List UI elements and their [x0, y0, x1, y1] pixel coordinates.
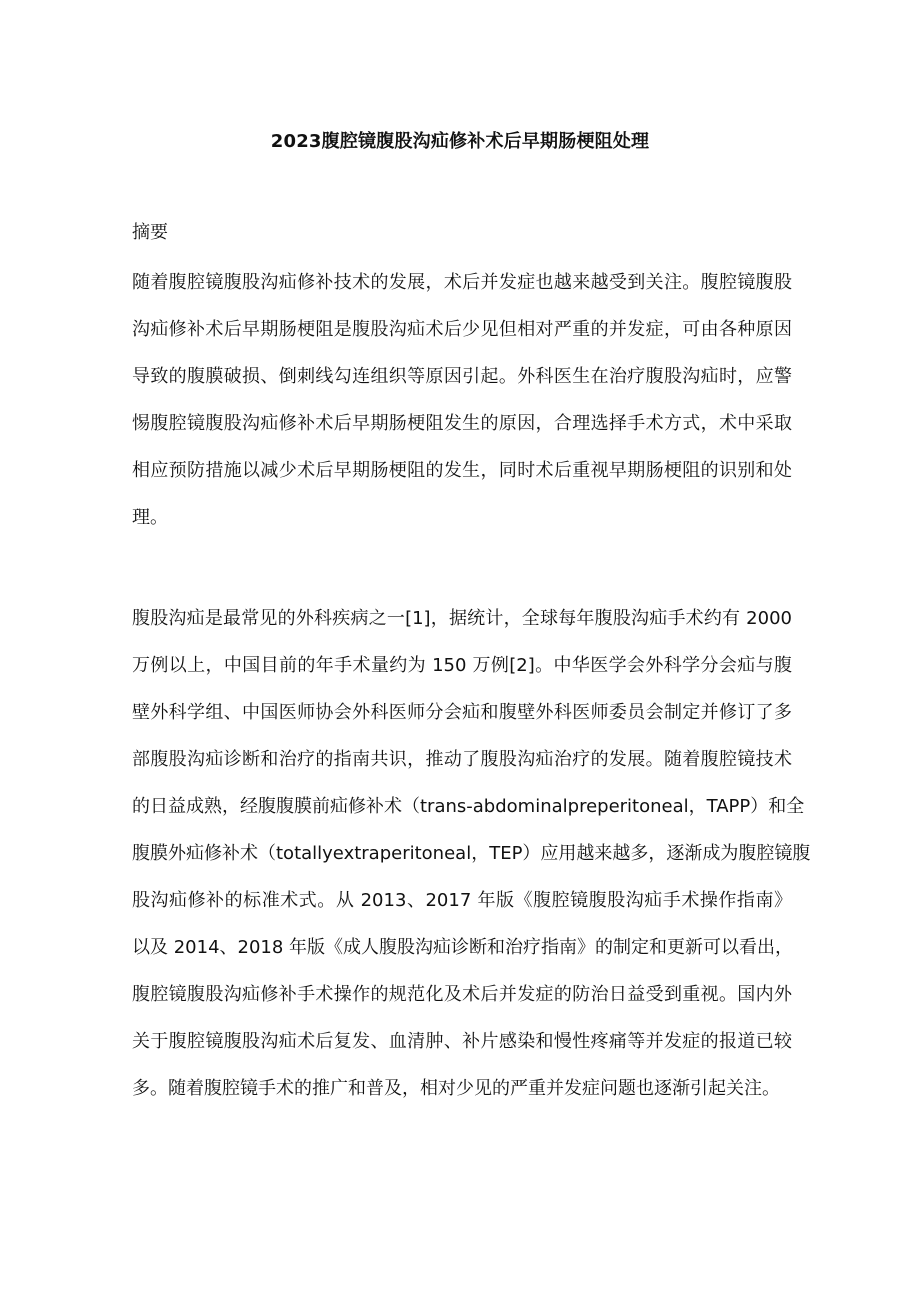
- intro-line: 腹股沟疝是最常见的外科疾病之一[1]，据统计，全球每年腹股沟疝手术约有 2000: [132, 608, 792, 629]
- intro-line: 以及 2014、2018 年版《成人腹股沟疝诊断和治疗指南》的制定和更新可以看出，: [132, 937, 794, 958]
- intro-paragraph: [132, 595, 811, 1112]
- intro-line: 腹腔镜腹股沟疝修补手术操作的规范化及术后并发症的防治日益受到重视。国内外: [132, 984, 792, 1005]
- abstract-line: 沟疝修补术后早期肠梗阻是腹股沟疝术后少见但相对严重的并发症，可由各种原因: [132, 319, 792, 340]
- document-title: 2023腹腔镜腹股沟疝修补术后早期肠梗阻处理: [270, 131, 650, 152]
- intro-line: 壁外科学组、中国医师协会外科医师分会疝和腹壁外科医师委员会制定并修订了多: [132, 702, 792, 723]
- intro-line: 股沟疝修补的标准术式。从 2013、2017 年版《腹腔镜腹股沟疝手术操作指南》: [132, 890, 792, 911]
- abstract-line: 理。: [132, 507, 168, 528]
- abstract-line: 惕腹腔镜腹股沟疝修补术后早期肠梗阻发生的原因，合理选择手术方式，术中采取: [132, 413, 792, 434]
- abstract-line: 相应预防措施以减少术后早期肠梗阻的发生，同时术后重视早期肠梗阻的识别和处: [132, 460, 792, 481]
- intro-line: 多。随着腹腔镜手术的推广和普及，相对少见的严重并发症问题也逐渐引起关注。: [132, 1078, 780, 1099]
- intro-line: 腹膜外疝修补术（totallyextraperitoneal，TEP）应用越来越多，逐渐成为腹腔镜腹: [132, 843, 811, 864]
- intro-line: 万例以上，中国目前的年手术量约为 150 万例[2]。中华医学会外科学分会疝与腹: [132, 655, 792, 676]
- abstract-line: 随着腹腔镜腹股沟疝修补技术的发展，术后并发症也越来越受到关注。腹腔镜腹股: [132, 272, 792, 293]
- abstract-line: 导致的腹膜破损、倒刺线勾连组织等原因引起。外科医生在治疗腹股沟疝时，应警: [132, 366, 792, 387]
- abstract-heading: 摘要: [132, 222, 168, 243]
- intro-line: 的日益成熟，经腹腹膜前疝修补术（trans-abdominalpreperitoneal，TAPP）和全: [132, 796, 805, 817]
- intro-line: 关于腹腔镜腹股沟疝术后复发、血清肿、补片感染和慢性疼痛等并发症的报道已较: [132, 1031, 792, 1052]
- abstract-paragraph: [132, 259, 792, 541]
- intro-line: 部腹股沟疝诊断和治疗的指南共识，推动了腹股沟疝治疗的发展。随着腹腔镜技术: [132, 749, 792, 770]
